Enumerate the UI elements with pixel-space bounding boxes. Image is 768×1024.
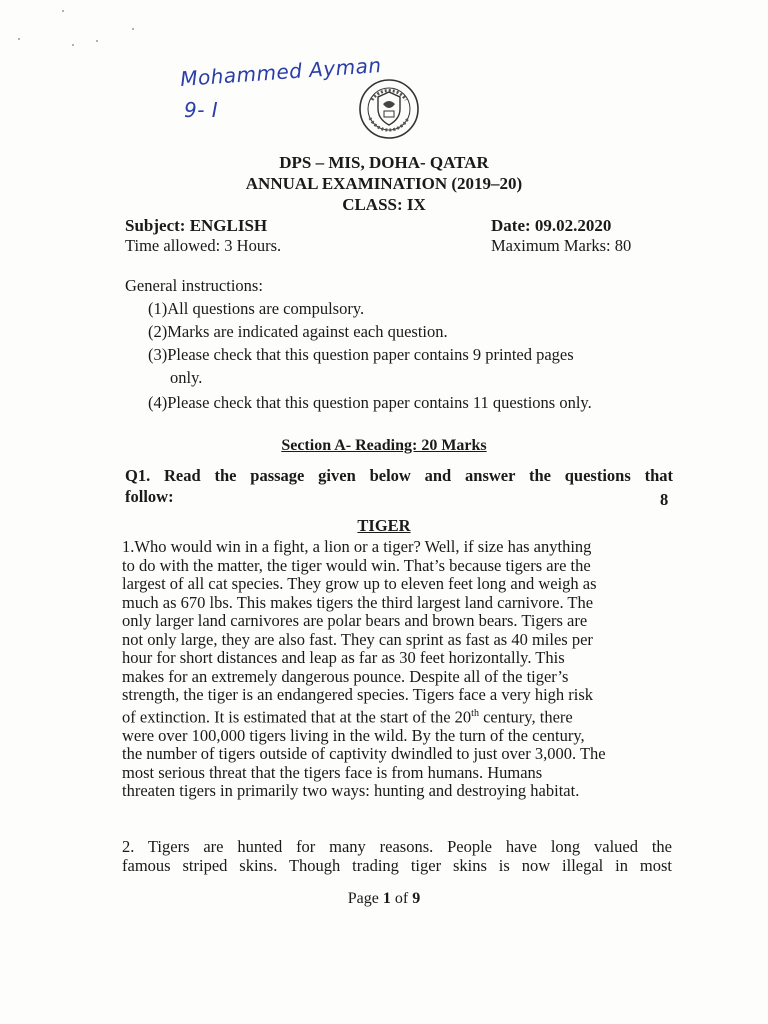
school-emblem xyxy=(358,78,420,140)
section-a-title: Section A- Reading: 20 Marks xyxy=(281,437,487,454)
passage-line: threaten tigers in primarily two ways: hunting and destroying habitat. xyxy=(122,781,580,800)
instruction-number: (2) xyxy=(148,322,168,341)
date-label: Date: 09.02.2020 xyxy=(491,216,612,235)
instruction-continuation: only. xyxy=(170,368,203,387)
passage-line: largest of all cat species. They grow up to eleven feet long and weigh as xyxy=(122,574,597,593)
instruction-item xyxy=(148,300,364,319)
scan-speck xyxy=(72,44,74,46)
instruction-text: Please check that this question paper contains 11 questions only. xyxy=(167,393,592,412)
scan-speck xyxy=(96,40,98,42)
passage-line: not only large, they are also fast. They can sprint as fast as 40 miles per xyxy=(122,629,593,649)
passage-paragraph-1 xyxy=(122,538,682,801)
passage-line: to do with the matter, the tiger would win. That’s because tigers are the xyxy=(122,555,591,575)
instruction-number: (4) xyxy=(148,393,168,412)
passage-line: hour for short distances and leap as far as 30 feet horizontally. This xyxy=(122,648,565,667)
passage-line: famous striped skins. Though trading tiger skins is now illegal in most xyxy=(122,855,672,875)
time-allowed: Time allowed: 3 Hours. xyxy=(125,236,282,255)
instruction-item xyxy=(148,394,592,413)
passage-line: makes for an extremely dangerous pounce. Despite all of the tiger’s xyxy=(122,666,569,686)
passage-line: 1.Who would win in a fight, a lion or a tiger? Well, if size has anything xyxy=(122,537,592,556)
instructions-title: General instructions: xyxy=(125,276,263,295)
handwritten-class-section: 9- I xyxy=(184,98,219,122)
exam-title: ANNUAL EXAMINATION (2019–20) xyxy=(245,174,523,193)
instruction-item xyxy=(148,323,448,342)
scan-speck xyxy=(132,28,134,30)
page-number: Page 1 of 9 xyxy=(347,890,421,907)
instruction-text: Please check that this question paper contains 9 printed pages xyxy=(167,345,574,364)
class-title: CLASS: IX xyxy=(342,195,426,214)
school-title: DPS – MIS, DOHA- QATAR xyxy=(279,153,489,172)
subject-label: Subject: ENGLISH xyxy=(125,216,268,235)
instruction-text: All questions are compulsory. xyxy=(167,299,365,318)
handwritten-name: Mohammed Ayman xyxy=(179,52,383,92)
scan-speck xyxy=(62,10,64,12)
passage-line: most serious threat that the tigers face is from humans. Humans xyxy=(122,762,543,782)
passage-line: 2. Tigers are hunted for many reasons. People have long valued the xyxy=(122,837,672,856)
instruction-number: (1) xyxy=(148,299,168,318)
passage-paragraph-2 xyxy=(122,838,672,875)
passage-line: much as 670 lbs. This makes tigers the third largest land carnivore. The xyxy=(122,592,594,612)
passage-line: of extinction. It is estimated that at the start of the 20th century, there xyxy=(122,707,573,726)
instruction-number: (3) xyxy=(148,345,168,364)
passage-line: strength, the tiger is an endangered species. Tigers face a very high risk xyxy=(122,685,594,704)
passage-line: were over 100,000 tigers living in the wild. By the turn of the century, xyxy=(122,725,585,745)
scan-speck xyxy=(18,38,20,40)
q1-marks: 8 xyxy=(660,490,669,509)
q1-prompt-line2: follow: xyxy=(125,487,174,506)
q1-prompt-line1: Q1. Read the passage given below and answer the questions that xyxy=(125,466,673,485)
passage-line: the number of tigers outside of captivity dwindled to just over 3,000. The xyxy=(122,744,606,763)
instruction-text: Marks are indicated against each question. xyxy=(167,322,448,341)
instruction-item xyxy=(148,346,574,365)
maximum-marks: Maximum Marks: 80 xyxy=(491,236,632,255)
passage-line: only larger land carnivores are polar bears and brown bears. Tigers are xyxy=(122,611,588,630)
passage-title: TIGER xyxy=(357,516,411,535)
